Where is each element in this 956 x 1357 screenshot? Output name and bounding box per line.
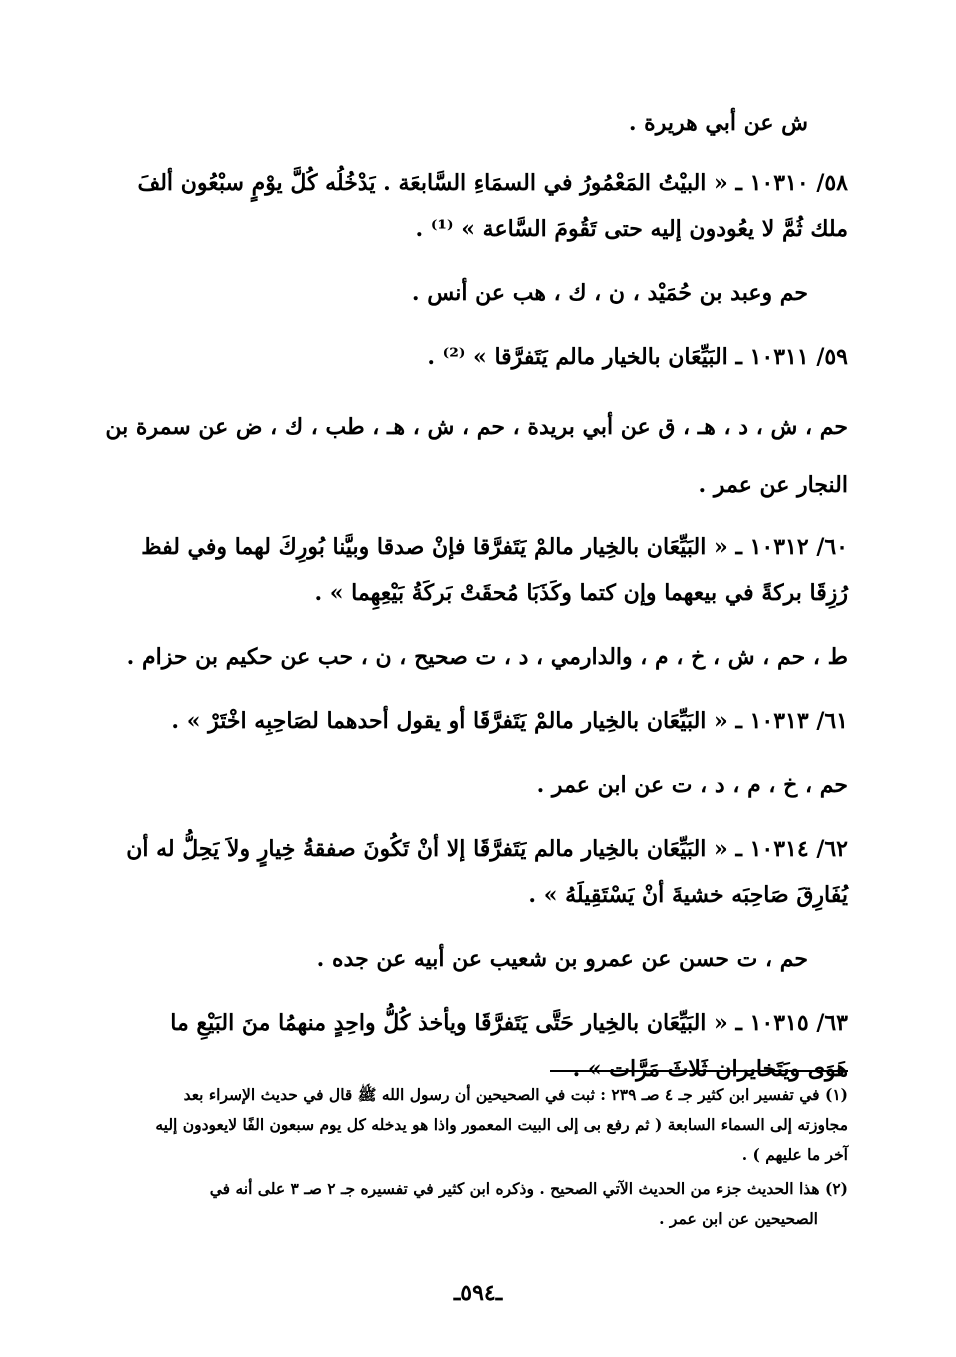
hadith-10311 [80, 334, 848, 380]
main-text [80, 100, 848, 1092]
text-line: حم ، ش ، د ، هـ ، ق عن أبي بريدة ، حم ، ش ، هـ ، طب ، ك ، ض عن سمرة بن [105, 414, 848, 440]
page-number: ـ٥٩٤ـ [453, 1280, 503, 1306]
hadith-10315 [80, 1000, 848, 1092]
footnote-line: مجاوزته إلى السماء السابعة ( ثم رفع بى إلى البيت المعمور واذا هو يدخله كل يوم سبعون الفًا لايعودون إليه [155, 1115, 848, 1134]
footnote-line: آخر ما عليهم ) . [741, 1145, 848, 1164]
source-line [80, 398, 848, 514]
hadith-10312 [80, 524, 848, 616]
source-line [80, 100, 848, 146]
footnote-line: الصحيحين عن ابن عمر . [659, 1209, 818, 1228]
text-line: يُفَارِقَ صَاحِبَه خشيةَ أنْ يَسْتَقِيلَهُ » . [528, 882, 848, 908]
text-line: حم ، خ ، م ، د ، ت عن ابن عمر . [536, 772, 848, 798]
source-line [80, 634, 848, 680]
hadith-10310 [80, 160, 848, 252]
text-line: ٥٩/ ١٠٣١١ ـ البَيِّعَان بالخيار مالم يَتَفرَّقا » ⁽²⁾ . [427, 344, 848, 370]
text-line: رُزِقَا بركةً في بيعهما وإن كتما وكَذَبَا مُحقَتْ بَركَةُ بَيْعِهِما » . [314, 580, 848, 606]
text-line: حم وعبد بن حُمَيْد ، ن ، ك ، هب عن أنس . [411, 280, 808, 306]
source-line [80, 936, 848, 982]
hadith-10313 [80, 698, 848, 744]
footnote-line: (٢) هذا الحديث جزء من الحديث الآتي الصحيح . وذكره ابن كثير في تفسيره جـ ٢ صـ ٣ على أنه في [209, 1179, 848, 1198]
text-line: ٦٣/ ١٠٣١٥ ـ « البَيِّعَان بالخِيار حَتَّى يَتَفرَّقَا ويأخذ كُلُّ واحِدٍ منهمُا منَ البَيْعِ ما [170, 1010, 848, 1036]
footnote-2 [80, 1174, 848, 1234]
text-line: ٦١/ ١٠٣١٣ ـ « البَيِّعَان بالخِيار مالمْ يَتَفرَّقَا أو يقول أحدهما لصَاحِبِه اخْتَرْ » . [171, 708, 848, 734]
hadith-10314 [80, 826, 848, 918]
text-line: النجار عن عمر . [698, 472, 848, 498]
text-line: هَوَى ويَتَخايران ثَلاثَ مَرَّات » . [572, 1056, 848, 1082]
text-line: ٥٨/ ١٠٣١٠ ـ « البيْتُ المَعْمُورُ في السمَاءِ السَّابعَة . يَدْخُلُه كُلَّ يوْمٍ سبْعُون ألفَ [137, 170, 848, 196]
footnote-1 [80, 1080, 848, 1170]
footnote-divider [550, 1070, 848, 1072]
text-line: ش عن أبي هريرة . [628, 110, 808, 136]
footnotes [80, 1080, 848, 1238]
text-line: ٦٢/ ١٠٣١٤ ـ « البَيِّعَان بالخِيار مالم يَتَفرَّقَا إلا أنْ تَكُونَ صفقةُ خِيارٍ ولاَ يَحِلُّ له أن [126, 836, 848, 862]
source-line [80, 762, 848, 808]
source-line [80, 270, 848, 316]
text-line: ملك ثُمَّ لا يعُودون إليه حتى تَقُومَ السَّاعة » ⁽¹⁾ . [415, 216, 848, 242]
text-line: ٦٠/ ١٠٣١٢ ـ « البَيِّعَان بالخِيار مالمْ يَتَفرَّقا فإنْ صدقا وبيَّنا بُورِكَ لهما وفي لفظ [141, 534, 848, 560]
text-line: حم ، ت حسن عن عمرو بن شعيب عن أبيه عن جده . [316, 946, 808, 972]
text-line: ط ، حم ، ش ، خ ، م ، والدارمي ، د ، ت صحيح ، ن ، حب عن حكيم بن حزام . [126, 644, 848, 670]
footnote-line: (١) في تفسير ابن كثير جـ ٤ صـ ٢٣٩ : ثبت في الصحيحين أن رسول الله ﷺ قال في حديث الإسراء بعد [183, 1085, 848, 1104]
